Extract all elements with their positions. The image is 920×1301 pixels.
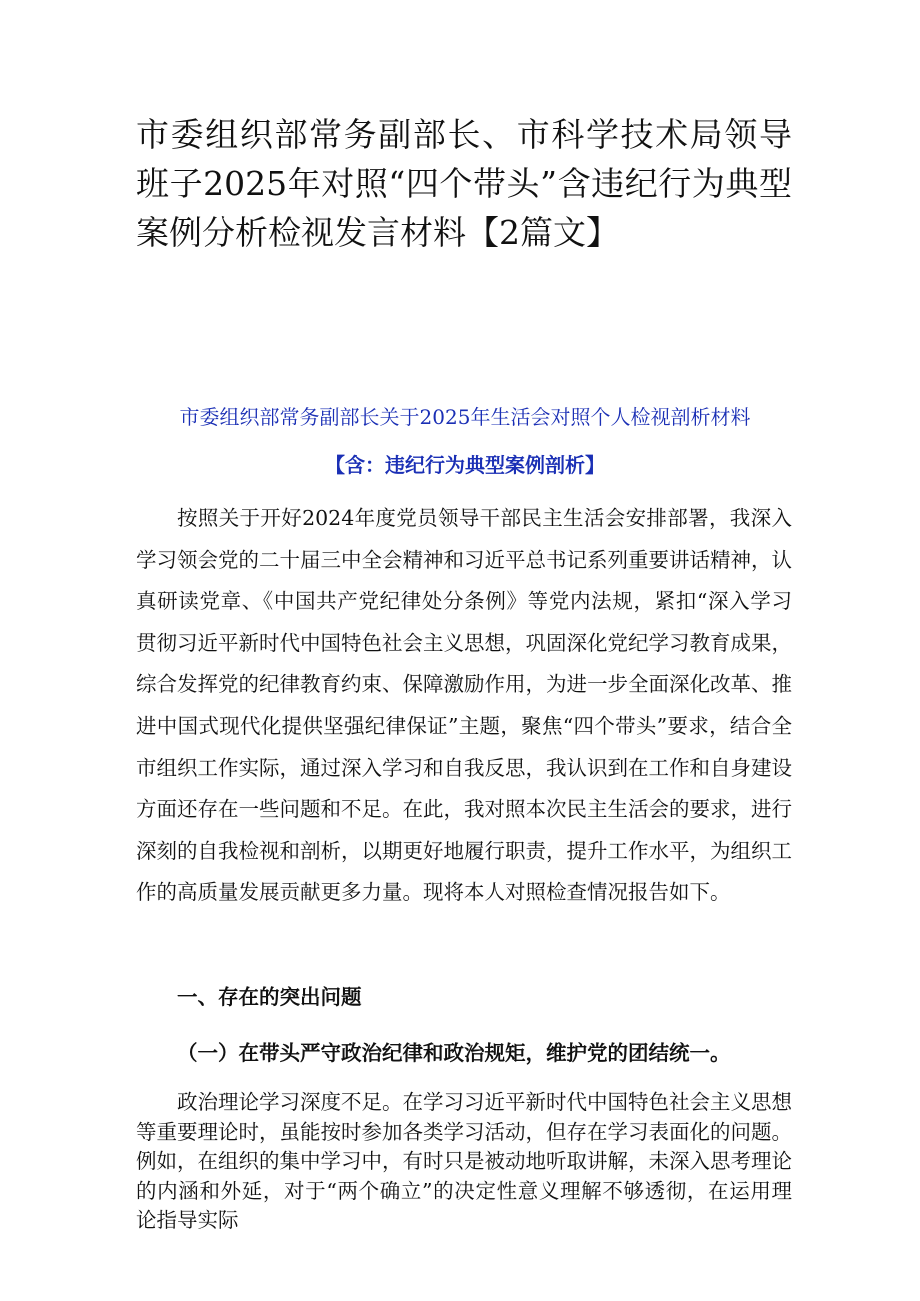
section-paragraph: 政治理论学习深度不足。在学习习近平新时代中国特色社会主义思想等重要理论时，虽能按时参加各类学习活动，但存在学习表面化的问题。例如，在组织的集中学习中，有时只是被动地听取讲解，未深入思考理论的内涵和外延，对于“两个确立”的决定性意义理解不够透彻，在运用理论指导实际 bbox=[136, 1090, 792, 1232]
section-heading: 一、存在的突出问题 bbox=[177, 985, 362, 1009]
subtitle-line-2: 【含：违纪行为典型案例剖析】 bbox=[325, 453, 605, 477]
intro-paragraph: 按照关于开好2024年度党员领导干部民主生活会安排部署，我深入学习领会党的二十届三中全会精神和习近平总书记系列重要讲话精神，认真研读党章、《中国共产党纪律处分条例》等党内法规，紧扣“深入学习贯彻习近平新时代中国特色社会主义思想，巩固深化党纪学习教育成果，综合发挥党的纪律教育约束、保障激励作用，为进一步全面深化改革、推进中国式现代化提供坚强纪律保证”主题，聚焦“四个带头”要求，结合全市组织工作实际，通过深入学习和自我反思，我认识到在工作和自身建设方面还存在一些问题和不足。在此，我对照本次民主生活会的要求，进行深刻的自我检视和剖析，以期更好地履行职责，提升工作水平，为组织工作的高质量发展贡献更多力量。现将本人对照检查情况报告如下。 bbox=[136, 506, 792, 905]
subtitle-line-1: 市委组织部常务副部长关于2025年生活会对照个人检视剖析材料 bbox=[179, 405, 751, 429]
section-sub-heading: （一）在带头严守政治纪律和政治规矩，维护党的团结统一。 bbox=[177, 1041, 731, 1065]
document-title: 市委组织部常务副部长、市科学技术局领导班子2025年对照“四个带头”含违纪行为典型案例分析检视发言材料【2篇文】 bbox=[136, 115, 792, 252]
